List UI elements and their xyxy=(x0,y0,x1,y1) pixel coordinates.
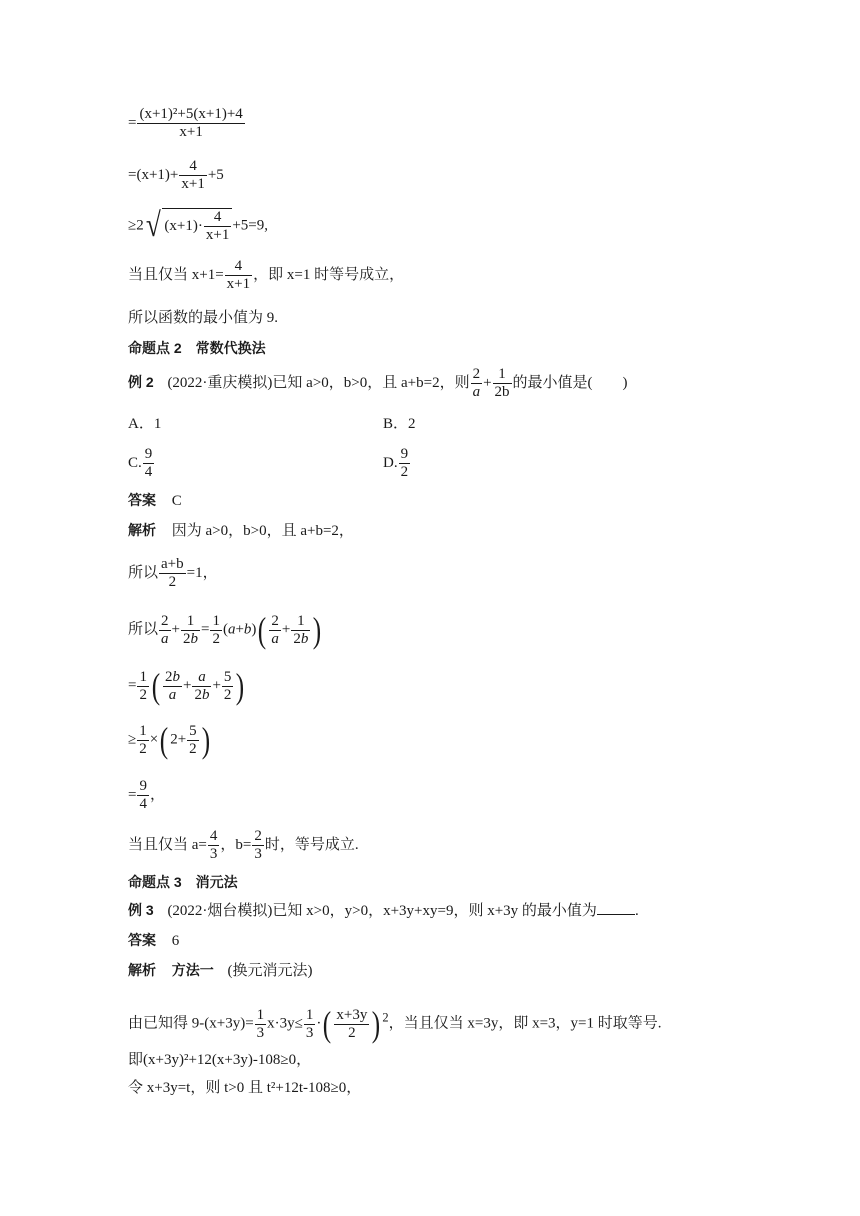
analysis-2-line-7: 当且仅当 a= $\frac{4}{3}$ ，b= $\frac{2}{3}$ 时，等号成立. xyxy=(128,828,359,862)
option-a: A．1 xyxy=(128,416,162,432)
fraction: $\frac{1}{2}$ xyxy=(139,668,147,703)
analysis-3-line-1: 由已知得 9-(x+3y)= $\frac{1}{3}$ x·3y≤ $\frac{1}{3}$ ·( $\frac{x+3y}{2}$ ) $^2$，当且仅当 x=3y，即 x=3，y=1 时取等号. xyxy=(128,1004,662,1044)
analysis-2-line-2: 所以 $\frac{a+b}{2}$ =1， xyxy=(128,556,218,590)
fraction: $\frac{a+b}{2}$ xyxy=(161,556,184,590)
fraction: $\frac{9}{4}$ xyxy=(139,778,147,812)
fraction: $\frac{5}{2}$ xyxy=(189,722,197,757)
analysis-label: 解析 xyxy=(128,522,156,538)
fraction: $\frac{9}{2}$ xyxy=(400,446,409,480)
option-b: B．2 xyxy=(383,416,416,432)
analysis-3-header: 解析 方法一 (换元消元法) xyxy=(128,962,313,979)
answer-label: 答案 xyxy=(128,932,156,948)
fraction: $\frac{2}{a}$ xyxy=(472,366,481,400)
fraction: $\frac{2}{3}$ xyxy=(254,828,262,862)
fraction: $\frac{4}{3}$ xyxy=(209,828,218,862)
fraction: $\frac{4}{x+1}$ xyxy=(205,209,230,243)
fraction: $\frac{2}{a}$ xyxy=(271,612,279,647)
fraction: $\frac{2}{a}$ xyxy=(161,612,169,647)
analysis-2-line-1: 解析 因为 a>0，b>0，且 a+b=2， xyxy=(128,522,354,539)
analysis-3-line-2: 即(x+3y)²+12(x+3y)-108≥0， xyxy=(128,1052,312,1068)
example-label: 例 2 xyxy=(128,373,154,390)
answer-value: C xyxy=(171,493,182,509)
fraction: $\frac{\text{(x+1)²+5(x+1)+4}}{x+1}$ xyxy=(139,106,243,140)
option-d: D. $\frac{9}{2}$ xyxy=(383,446,409,480)
fraction: $\frac{1}{2b}$ xyxy=(293,612,309,647)
answer-label: 答案 xyxy=(128,492,156,508)
fraction: $\frac{1}{2b}$ xyxy=(182,612,198,647)
analysis-2-line-3: 所以 $\frac{2}{a}$ + $\frac{1}{2b}$ = $\frac{1}{2}$ (a+b)( $\frac{2}{a}$ + $\frac{1}{2b}$ ) xyxy=(128,610,322,650)
fraction: $\frac{1}{2b}$ xyxy=(494,366,510,400)
fraction: $\frac{9}{4}$ xyxy=(144,446,153,480)
proof-line-4: 当且仅当 x+1= $\frac{4}{x+1}$ ，即 x=1 时等号成立， xyxy=(128,258,405,292)
fraction: $\frac{x+3y}{2}$ xyxy=(336,1006,368,1041)
example-3: 例 3 (2022·烟台模拟)已知 x>0，y>0，x+3y+xy=9，则 x+3y 的最小值为 . xyxy=(128,902,639,919)
sqrt-expression: √ (x+1)· $\frac{4}{x+1}$ xyxy=(144,208,233,244)
analysis-2-line-5: ≥ $\frac{1}{2}$ ×( 2+ $\frac{5}{2}$ ) xyxy=(128,720,210,760)
fraction: $\frac{4}{x+1}$ xyxy=(226,258,251,292)
analysis-2-line-4: = $\frac{1}{2}$ ( $\frac{2b}{a}$ + $\frac{a}{2b}$ + $\frac{5}{2}$ ) xyxy=(128,666,245,706)
answer-2 xyxy=(128,490,182,511)
fraction: $\frac{1}{3}$ xyxy=(256,1006,265,1041)
example-2: 例 2 (2022·重庆模拟)已知 a>0，b>0，且 a+b=2，则 $\frac{2}{a}$ + $\frac{1}{2b}$ 的最小值是( ) xyxy=(128,366,628,400)
answer-blank xyxy=(597,900,635,915)
section-heading-2: 命题点 2 常数代换法 xyxy=(128,340,266,356)
fraction: $\frac{5}{2}$ xyxy=(223,668,232,703)
fraction: $\frac{4}{x+1}$ xyxy=(181,158,205,192)
answer-value: 6 xyxy=(171,933,180,949)
proof-line-3: ≥2√ (x+1)· $\frac{4}{x+1}$ +5=9, xyxy=(128,207,268,244)
proof-line-2: =(x+1)+ $\frac{4}{x+1}$ +5 xyxy=(128,158,224,192)
proof-conclusion: 所以函数的最小值为 9. xyxy=(128,310,279,326)
method-label: 方法一 xyxy=(171,962,214,978)
proof-line-1: = $\frac{\text{(x+1)²+5(x+1)+4}}{x+1}$ xyxy=(128,106,243,140)
fraction: $\frac{2b}{a}$ xyxy=(164,668,180,703)
fraction: $\frac{1}{2}$ xyxy=(139,722,147,757)
fraction: $\frac{1}{3}$ xyxy=(305,1006,314,1041)
analysis-3-line-3: 令 x+3y=t，则 t>0 且 t²+12t-108≥0， xyxy=(128,1080,362,1096)
analysis-2-line-6: = $\frac{9}{4}$ ， xyxy=(128,778,165,812)
option-c: C. $\frac{9}{4}$ xyxy=(128,446,153,480)
section-heading-3: 命题点 3 消元法 xyxy=(128,874,238,890)
example-label: 例 3 xyxy=(128,902,154,918)
answer-3 xyxy=(128,930,179,951)
analysis-label: 解析 xyxy=(128,962,156,978)
fraction: $\frac{1}{2}$ xyxy=(212,612,220,647)
fraction: $\frac{a}{2b}$ xyxy=(194,668,210,703)
